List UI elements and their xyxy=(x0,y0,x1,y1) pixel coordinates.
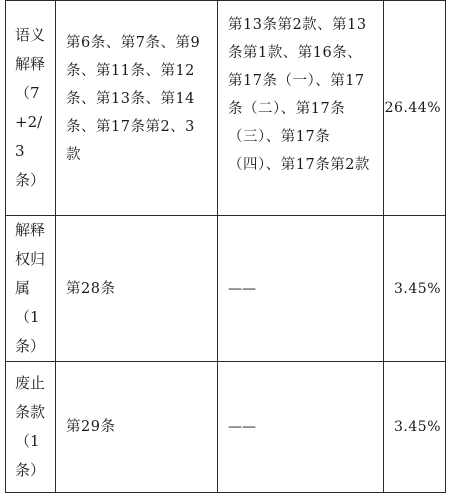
dash-placeholder: —— xyxy=(228,419,256,435)
table-row xyxy=(6,216,446,362)
percentage-cell: 26.44% xyxy=(384,1,446,216)
empty-dash-cell xyxy=(218,362,384,493)
table-row xyxy=(6,1,446,216)
table-row xyxy=(6,362,446,493)
category-cell: 废止条款（1条） xyxy=(6,362,56,493)
article-list-cell: 第6条、第7条、第9条、第11条、第12条、第13条、第14条、第17条第2、3款 xyxy=(56,1,218,216)
statistics-table xyxy=(5,0,446,493)
percentage-cell: 3.45% xyxy=(384,216,446,362)
article-list-cell: 第28条 xyxy=(56,216,218,362)
percentage-cell: 3.45% xyxy=(384,362,446,493)
article-list-cell: 第29条 xyxy=(56,362,218,493)
dash-placeholder: —— xyxy=(228,280,256,297)
empty-dash-cell xyxy=(218,216,384,362)
category-cell: 解释权归属（1条） xyxy=(6,216,56,362)
article-list-cell: 第13条第2款、第13条第1款、第16条、第17条（一）、第17条（二）、第17条（三）、第17条（四）、第17条第2款 xyxy=(218,1,384,216)
category-cell: 语义解释（7+2/3条） xyxy=(6,1,56,216)
